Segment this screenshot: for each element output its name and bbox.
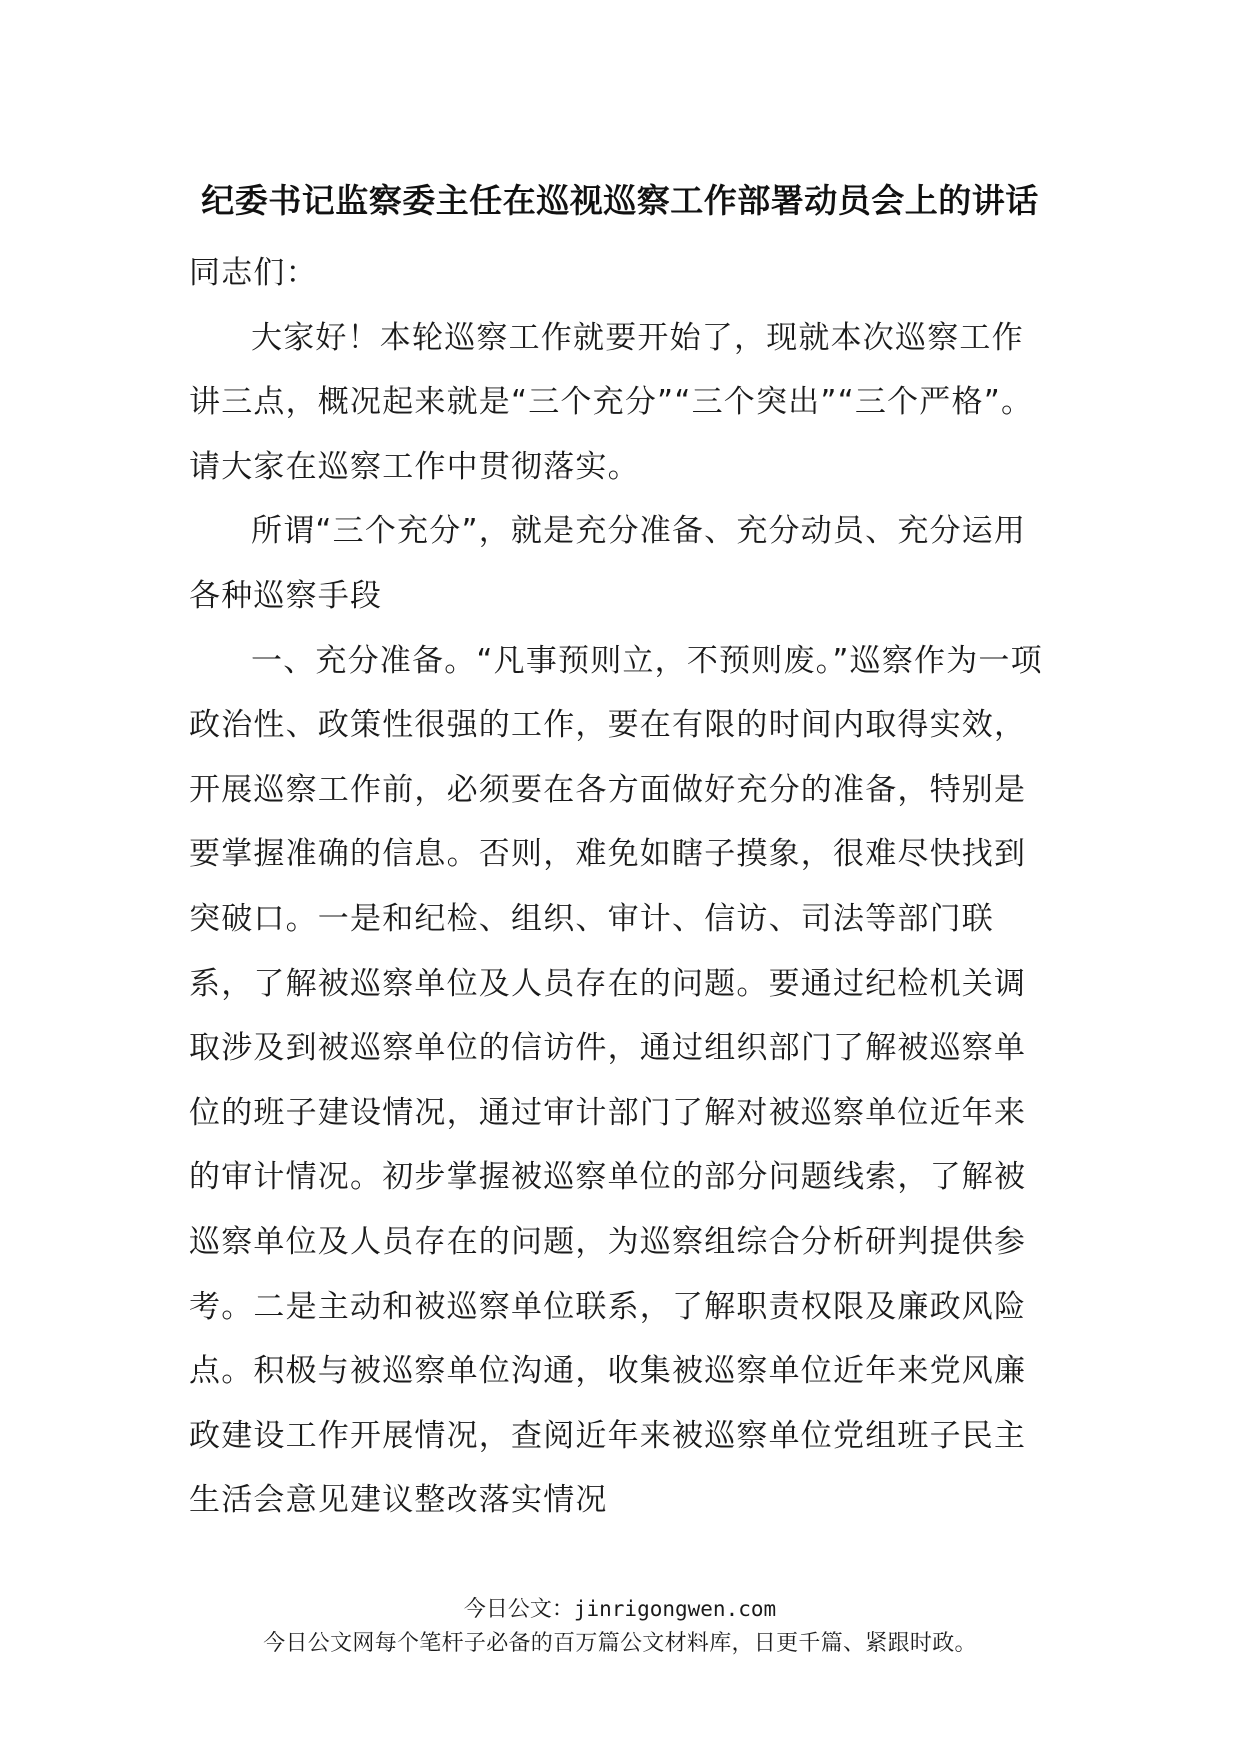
footer-site-url[interactable]: jinrigongwen.com bbox=[573, 1597, 777, 1621]
paragraph: 大家好！本轮巡察工作就要开始了，现就本次巡察工作讲三点，概况起来就是“三个充分”“三个突出”“三个严格”。请大家在巡察工作中贯彻落实。 bbox=[189, 319, 1034, 485]
paragraph: 一、充分准备。“凡事预则立，不预则废。”巡察作为一项政治性、政策性很强的工作，要在有限的时间内取得实效，开展巡察工作前，必须要在各方面做好充分的准备，特别是要掌握准确的信息。否则，难免如瞎子摸象，很难尽快找到突破口。一是和纪检、组织、审计、信访、司法等部门联系，了解被巡察单位及人员存在的问题。要通过纪检机关调取涉及到被巡察单位的信访件，通过组织部门了解被巡察单位的班子建设情况，通过审计部门了解对被巡察单位近年来的审计情况。初步掌握被巡察单位的部分问题线索，了解被巡察单位及人员存在的问题，为巡察组综合分析研判提供参考。二是主动和被巡察单位联系，了解职责权限及廉政风险点。积极与被巡察单位沟通，收集被巡察单位近年来党风廉政建设工作开展情况，查阅近年来被巡察单位党组班子民主生活会意见建议整改落实情况 bbox=[189, 642, 1043, 1519]
footer-tagline: 今日公文网每个笔杆子必备的百万篇公文材料库，日更千篇、紧跟时政。 bbox=[263, 1631, 977, 1656]
footer-site-line bbox=[0, 1592, 1240, 1627]
page-footer bbox=[0, 1592, 1240, 1661]
document-title: 纪委书记监察委主任在巡视巡察工作部署动员会上的讲话 bbox=[201, 181, 1039, 220]
paragraph: 所谓“三个充分”，就是充分准备、充分动员、充分运用各种巡察手段 bbox=[189, 513, 1027, 614]
footer-site-label: 今日公文： bbox=[463, 1597, 574, 1622]
salutation: 同志们： bbox=[189, 255, 318, 291]
document-body bbox=[189, 241, 1044, 1533]
